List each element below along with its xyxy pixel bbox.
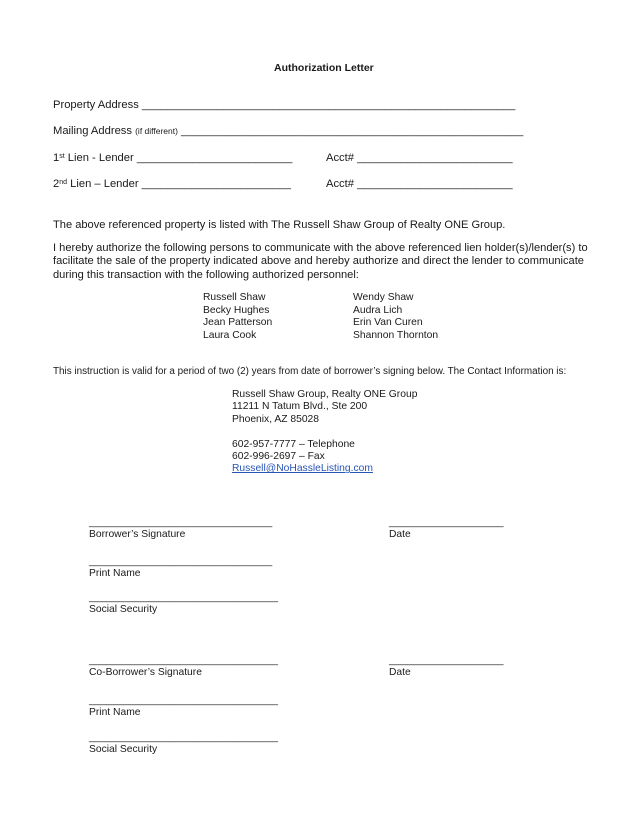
coborrower-ssn-line[interactable]: _________________________________ xyxy=(89,732,278,743)
contact-company: Russell Shaw Group, Realty ONE Group xyxy=(232,389,418,400)
mailing-address-label: Mailing Address xyxy=(53,125,136,137)
personnel-name: Laura Cook xyxy=(203,329,257,341)
borrower-print-name-line[interactable]: ________________________________ xyxy=(89,556,273,567)
authorize-paragraph: I hereby authorize the following persons to communicate with the above referenced lien holder(s)/lender(s) to facilitate the sale of the property indicated above and hereby authorize and direct the lender to communicate during this transaction with the following authorized personnel: xyxy=(53,242,588,281)
first-lien-lender-field[interactable] xyxy=(53,152,292,165)
mailing-address-note: (if different) xyxy=(135,126,178,136)
second-lien-number: 2 xyxy=(53,178,60,190)
personnel-name: Shannon Thornton xyxy=(353,329,439,341)
personnel-name: Russell Shaw xyxy=(203,292,266,303)
coborrower-signature-label: Co-Borrower’s Signature xyxy=(89,667,202,678)
personnel-name: Jean Patterson xyxy=(203,317,273,329)
second-lien-suffix: nd xyxy=(59,179,68,186)
contact-street: 11211 N Tatum Blvd., Ste 200 xyxy=(232,401,368,413)
borrower-ssn-line[interactable]: _________________________________ xyxy=(89,592,278,603)
contact-phone: 602-957-7777 – Telephone xyxy=(232,438,355,450)
personnel-name: Audra Lich xyxy=(353,304,403,316)
second-lien-lender-field[interactable] xyxy=(53,178,291,191)
borrower-date-label: Date xyxy=(389,529,411,540)
personnel-left-column xyxy=(203,292,272,342)
borrower-print-name-label: Print Name xyxy=(89,568,141,579)
second-lien-acct-field[interactable]: Acct# _________________________ xyxy=(326,178,513,190)
borrower-signature-line[interactable]: ________________________________ xyxy=(89,517,273,528)
first-lien-label: Lien - Lender _________________________ xyxy=(64,152,293,164)
coborrower-ssn-label: Social Security xyxy=(89,744,158,755)
borrower-date-line[interactable]: ____________________ xyxy=(389,517,504,528)
coborrower-date-label: Date xyxy=(389,667,411,678)
coborrower-signature-line[interactable]: _________________________________ xyxy=(89,655,278,666)
borrower-signature-label: Borrower’s Signature xyxy=(89,529,186,540)
personnel-right-column xyxy=(353,292,438,342)
coborrower-print-name-line[interactable]: _________________________________ xyxy=(89,695,278,706)
mailing-address-line: _______________________________________________________ xyxy=(177,125,524,137)
first-lien-suffix: st xyxy=(59,153,65,160)
first-lien-acct-field[interactable]: Acct# _________________________ xyxy=(326,152,513,164)
borrower-ssn-label: Social Security xyxy=(89,604,158,615)
personnel-name: Wendy Shaw xyxy=(353,292,414,303)
validity-paragraph: This instruction is valid for a period of two (2) years from date of borrower’s signing below. The Contact Information is: xyxy=(53,366,567,377)
page-title: Authorization Letter xyxy=(274,62,374,74)
mailing-address-field[interactable] xyxy=(53,125,523,138)
property-address-field[interactable]: Property Address ____________________________________________________________ xyxy=(53,99,516,111)
contact-block xyxy=(232,389,417,476)
personnel-name: Becky Hughes xyxy=(203,304,270,316)
second-lien-label: Lien – Lender ________________________ xyxy=(67,178,291,190)
first-lien-number: 1 xyxy=(53,152,60,164)
personnel-name: Erin Van Curen xyxy=(353,317,423,329)
contact-email-link[interactable]: Russell@NoHassleListing.com xyxy=(232,463,373,475)
listed-paragraph: The above referenced property is listed with The Russell Shaw Group of Realty ONE Group. xyxy=(53,219,506,231)
coborrower-print-name-label: Print Name xyxy=(89,707,141,718)
contact-city: Phoenix, AZ 85028 xyxy=(232,413,320,425)
coborrower-date-line[interactable]: ____________________ xyxy=(389,655,504,666)
contact-fax: 602-996-2697 – Fax xyxy=(232,450,325,462)
